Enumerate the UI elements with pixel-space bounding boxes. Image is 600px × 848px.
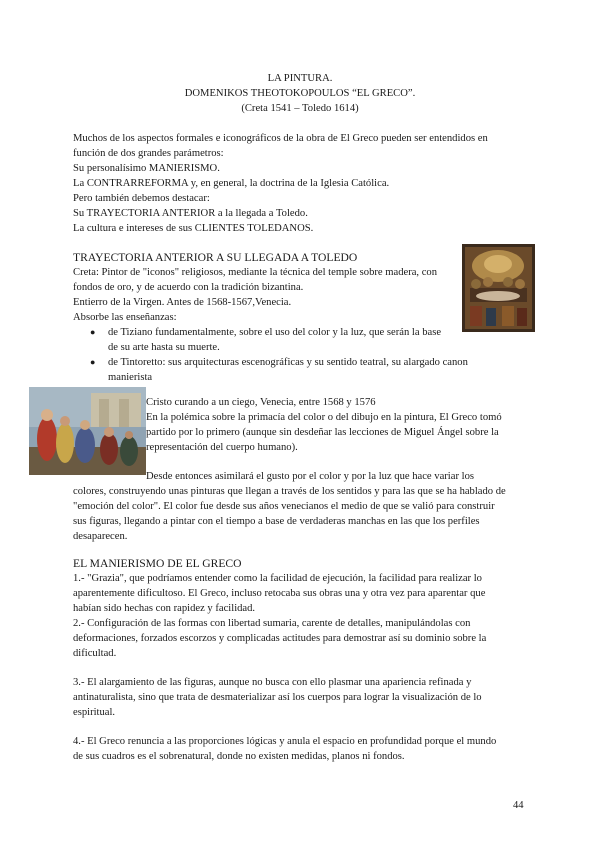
painting-cristo-ciego-image [29, 387, 146, 475]
intro-line: La CONTRARREFORMA y, en general, la doctrina de la Iglesia Católica. [73, 178, 390, 189]
intro-line: Su personalísimo MANIERISMO. [73, 163, 220, 174]
bullet-line: de Tintoretto: sus arquitecturas escenográficas y su sentido teatral, su alargado canon [108, 357, 468, 368]
section-line: 4.- El Greco renuncia a las proporciones lógicas y anula el espacio en profundidad porque el mundo [73, 736, 497, 747]
page-subtitle: DOMENIKOS THEOTOKOPOULOS “EL GRECO”. [184, 88, 416, 99]
section-line: sus figuras, llegando a pintar con el tiempo a base de verdaderas manchas en las que los perfiles [73, 516, 480, 527]
page-number: 44 [513, 800, 524, 811]
section-line: deformaciones, forzados escorzos y complicadas actitudes para demostrar así su dominio sobre la [73, 633, 487, 644]
bullet-marker: ● [90, 327, 96, 337]
intro-line: La cultura e intereses de sus CLIENTES TOLEDANOS. [73, 223, 314, 234]
section-line: Absorbe las enseñanzas: [73, 312, 177, 323]
page-dates: (Creta 1541 – Toledo 1614) [241, 103, 359, 114]
page-title: LA PINTURA. [267, 73, 333, 84]
section-line: partido por lo primero (aunque sin desdeñar las lecciones de Miguel Ángel sobre la [146, 427, 499, 438]
section-line: colores, construyendo unas pinturas que llegan a través de los sentidos y para las que se ha hablado de [73, 486, 506, 497]
painting-caption: Cristo curando a un ciego, Venecia, entre 1568 y 1576 [146, 397, 376, 408]
section-line: 3.- El alargamiento de las figuras, aunque no busca con ello plasmar una apariencia refinada y [73, 677, 472, 688]
section-line: "emoción del color". El color fue desde sus años venecianos el medio de que se valió para construir [73, 501, 495, 512]
bullet-line: de su arte hasta su muerte. [108, 342, 220, 353]
intro-line: función de dos grandes parámetros: [73, 148, 224, 159]
section-line: 2.- Configuración de las formas con libertad sumaria, carente de detalles, manipulándolas con [73, 618, 471, 629]
section-line: fondos de oro, y de acuerdo con la tradición bizantina. [73, 282, 304, 293]
section-line: de sus cuadros es el sobrenatural, donde no existen medidas, planos ni fondos. [73, 751, 405, 762]
intro-line: Su TRAYECTORIA ANTERIOR a la llegada a Toledo. [73, 208, 308, 219]
section-line: Creta: Pintor de "iconos" religiosos, mediante la técnica del temple sobre madera, con [73, 267, 438, 278]
section-line: espiritual. [73, 707, 116, 718]
section-line: habían sido hechas con rapidez y facilidad. [73, 603, 256, 614]
section-heading: EL MANIERISMO DE EL GRECO [73, 557, 242, 570]
section-line: aparentemente dificultoso. El Greco, incluso retocaba sus obras una y otra vez para aparentar que [73, 588, 486, 599]
section-line: Desde entonces asimilará el gusto por el color y por la luz que hace variar los [146, 471, 474, 482]
bullet-line: manierista [108, 372, 153, 383]
section-line: desaparecen. [73, 531, 128, 542]
section-heading: TRAYECTORIA ANTERIOR A SU LLEGADA A TOLEDO [73, 251, 358, 264]
section-line: representación del cuerpo humano). [146, 442, 298, 453]
intro-line: Muchos de los aspectos formales e iconográficos de la obra de El Greco pueden ser entendidos en [73, 133, 488, 144]
bullet-line: de Tiziano fundamentalmente, sobre el uso del color y la luz, que serán la base [108, 327, 442, 338]
section-line: Entierro de la Virgen. Antes de 1568-1567,Venecia. [73, 297, 292, 308]
section-line: En la polémica sobre la primacía del color o del dibujo en la pintura, El Greco tomó [146, 412, 502, 423]
intro-line: Pero también debemos destacar: [73, 193, 210, 204]
section-line: 1.- "Grazia", que podríamos entender como la facilidad de ejecución, la facilidad para realizar lo [73, 573, 482, 584]
painting-entierro-image [462, 244, 535, 332]
section-line: antinaturalista, sino que trata de desmaterializar así los cuerpos para lograr la visualización de lo [73, 692, 482, 703]
bullet-marker: ● [90, 357, 96, 367]
section-line: dificultad. [73, 648, 117, 659]
